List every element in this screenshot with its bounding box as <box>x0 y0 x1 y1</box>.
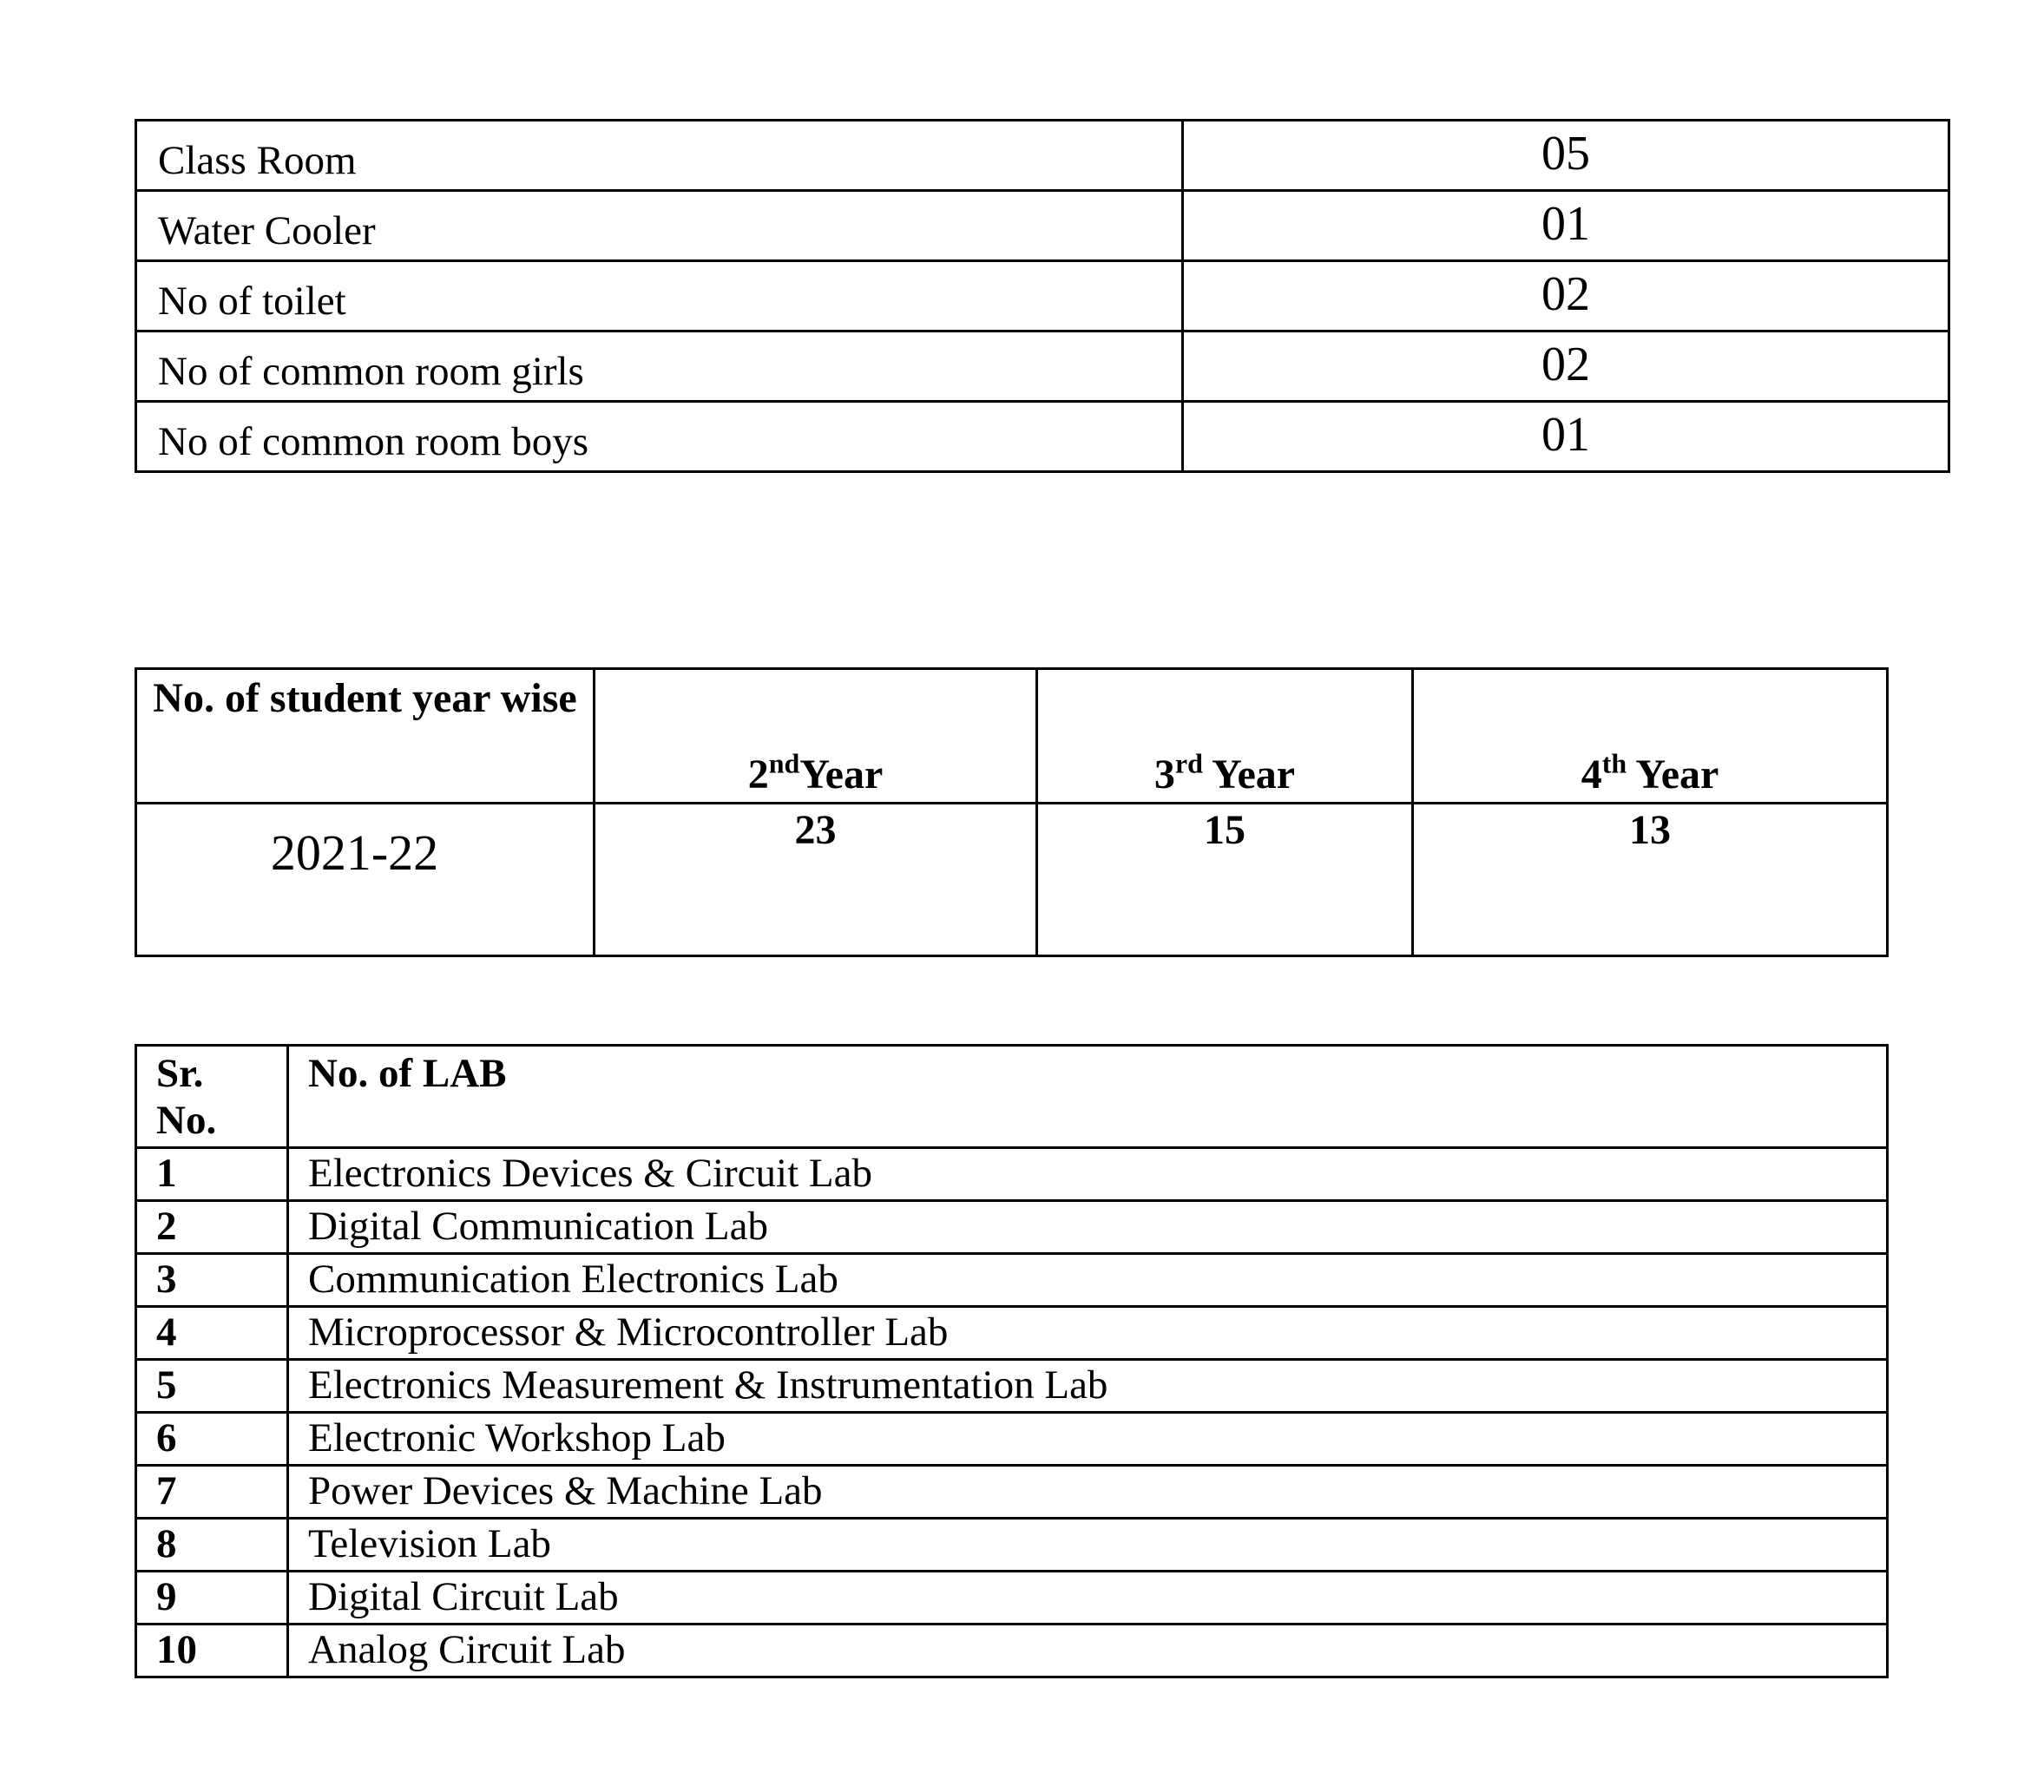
second-year-number: 2 <box>747 752 769 798</box>
table-row <box>136 804 1888 956</box>
lab-sr-no: 7 <box>136 1466 288 1519</box>
lab-sr-no: 4 <box>136 1307 288 1360</box>
fourth-year-number: 4 <box>1581 752 1602 798</box>
table-row <box>136 121 1949 191</box>
labs-header-row <box>136 1046 1888 1148</box>
lab-name: Electronics Measurement & Instrumentation Lab <box>288 1360 1888 1413</box>
table-row <box>136 1572 1888 1625</box>
lab-sr-no: 6 <box>136 1413 288 1466</box>
lab-sr-no: 3 <box>136 1254 288 1307</box>
lab-name: Electronic Workshop Lab <box>288 1413 1888 1466</box>
table-row <box>136 1466 1888 1519</box>
table-row <box>136 261 1949 331</box>
table-row <box>136 1625 1888 1677</box>
lab-name: Communication Electronics Lab <box>288 1254 1888 1307</box>
third-year-count: 15 <box>1037 804 1413 956</box>
lab-sr-no: 9 <box>136 1572 288 1625</box>
fourth-year-suffix: th <box>1601 747 1627 779</box>
facility-label: No of common room girls <box>136 331 1183 402</box>
table-row <box>136 1148 1888 1201</box>
third-year-header <box>1037 669 1413 804</box>
sr-no-header <box>136 1046 288 1148</box>
facility-value: 02 <box>1183 331 1949 402</box>
lab-name: Microprocessor & Microcontroller Lab <box>288 1307 1888 1360</box>
lab-sr-no: 8 <box>136 1519 288 1572</box>
facility-value: 01 <box>1183 191 1949 261</box>
lab-sr-no: 5 <box>136 1360 288 1413</box>
facility-label: Water Cooler <box>136 191 1183 261</box>
third-year-suffix: rd <box>1174 747 1203 779</box>
lab-name: Digital Communication Lab <box>288 1201 1888 1254</box>
fourth-year-word: Year <box>1627 752 1719 798</box>
table-row <box>136 1413 1888 1466</box>
lab-name: Digital Circuit Lab <box>288 1572 1888 1625</box>
lab-name-header: No. of LAB <box>288 1046 1888 1148</box>
table-row <box>136 191 1949 261</box>
academic-year: 2021-22 <box>136 804 595 956</box>
facility-label: No of toilet <box>136 261 1183 331</box>
facility-value: 01 <box>1183 402 1949 472</box>
table-row <box>136 1201 1888 1254</box>
table-row <box>136 1307 1888 1360</box>
second-year-word: Year <box>799 752 884 798</box>
second-year-header <box>595 669 1037 804</box>
facility-label: Class Room <box>136 121 1183 191</box>
table-row <box>136 1360 1888 1413</box>
fourth-year-header <box>1413 669 1888 804</box>
facilities-table <box>135 119 1950 473</box>
sr-no-header-line1: Sr. <box>156 1051 204 1096</box>
facility-label: No of common room boys <box>136 402 1183 472</box>
table-row <box>136 1254 1888 1307</box>
lab-sr-no: 10 <box>136 1625 288 1677</box>
lab-sr-no: 2 <box>136 1201 288 1254</box>
students-title: No. of student year wise <box>136 669 595 804</box>
lab-name: Television Lab <box>288 1519 1888 1572</box>
students-header-row <box>136 669 1888 804</box>
third-year-word: Year <box>1202 752 1296 798</box>
table-row <box>136 402 1949 472</box>
table-row <box>136 1519 1888 1572</box>
students-table <box>135 667 1889 957</box>
fourth-year-count: 13 <box>1413 804 1888 956</box>
lab-name: Analog Circuit Lab <box>288 1625 1888 1677</box>
table-row <box>136 331 1949 402</box>
facility-value: 02 <box>1183 261 1949 331</box>
second-year-suffix: nd <box>768 747 800 779</box>
facility-value: 05 <box>1183 121 1949 191</box>
lab-name: Electronics Devices & Circuit Lab <box>288 1148 1888 1201</box>
lab-sr-no: 1 <box>136 1148 288 1201</box>
second-year-count: 23 <box>595 804 1037 956</box>
lab-name: Power Devices & Machine Lab <box>288 1466 1888 1519</box>
sr-no-header-line2: No. <box>156 1098 217 1143</box>
labs-table <box>135 1044 1889 1678</box>
third-year-number: 3 <box>1153 752 1175 798</box>
